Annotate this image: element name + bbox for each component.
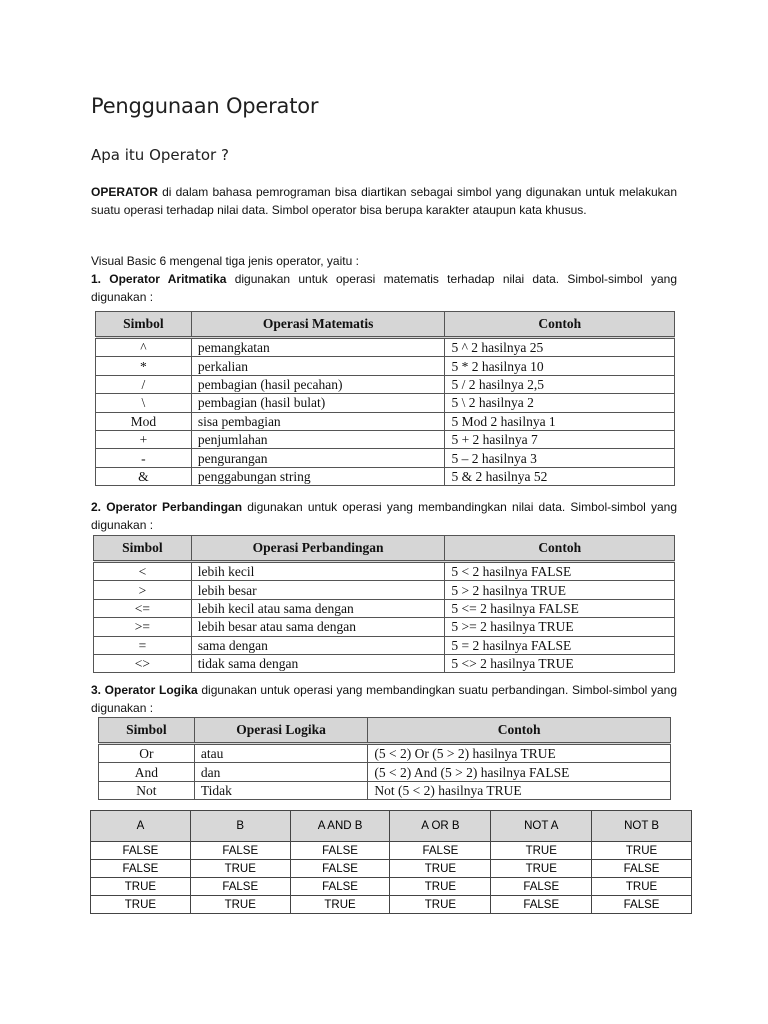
section1-text: digunakan untuk operasi matematis terhadap nilai data. Simbol-simbol yang digunakan : <box>91 272 677 304</box>
example-cell: 5 Mod 2 hasilnya 1 <box>445 412 675 430</box>
header-cell: A OR B <box>390 811 491 842</box>
operation-cell: dan <box>194 763 368 781</box>
table-row <box>91 842 692 860</box>
example-cell: 5 >= 2 hasilnya TRUE <box>445 618 675 636</box>
table-row <box>94 599 675 617</box>
intro-paragraph <box>91 183 677 219</box>
truth-cell: FALSE <box>91 860 191 878</box>
table-row <box>96 412 675 430</box>
truth-cell: TRUE <box>190 896 290 914</box>
truth-cell: FALSE <box>592 896 692 914</box>
example-cell: 5 & 2 hasilnya 52 <box>445 467 675 485</box>
intro-text: di dalam bahasa pemrograman bisa diartikan sebagai simbol yang digunakan untuk melakukan suatu operasi terhadap nilai data. Simbol operator bisa berupa karakter ataupun kata khusus. <box>91 185 677 217</box>
example-cell: 5 < 2 hasilnya FALSE <box>445 562 675 581</box>
symbol-cell: <> <box>94 654 192 672</box>
header-cell: NOT B <box>592 811 692 842</box>
table-row <box>99 744 671 763</box>
arithmetic-table <box>95 311 675 486</box>
example-cell: 5 > 2 hasilnya TRUE <box>445 581 675 599</box>
header-cell: NOT A <box>491 811 592 842</box>
table-row <box>94 562 675 581</box>
truth-cell: TRUE <box>390 878 491 896</box>
table-row <box>96 430 675 448</box>
section2-text: digunakan untuk operasi yang membandingkan nilai data. Simbol-simbol yang digunakan : <box>91 500 677 532</box>
section2-lead: 2. Operator Perbandingan <box>91 500 243 514</box>
table-row <box>99 763 671 781</box>
operation-cell: penggabungan string <box>191 467 445 485</box>
symbol-cell: > <box>94 581 192 599</box>
symbol-cell: And <box>99 763 195 781</box>
header-cell: B <box>190 811 290 842</box>
truth-cell: FALSE <box>592 860 692 878</box>
symbol-cell: >= <box>94 618 192 636</box>
truth-cell: FALSE <box>290 842 390 860</box>
table-row <box>91 878 692 896</box>
vb-intro-text: Visual Basic 6 mengenal tiga jenis operator, yaitu : <box>91 254 359 268</box>
operation-cell: lebih kecil <box>191 562 445 581</box>
section1-lead: 1. Operator Aritmatika <box>91 272 227 286</box>
symbol-cell: < <box>94 562 192 581</box>
operation-cell: penjumlahan <box>191 430 445 448</box>
truth-cell: FALSE <box>190 842 290 860</box>
section2-paragraph <box>91 498 677 534</box>
example-cell: 5 <= 2 hasilnya FALSE <box>445 599 675 617</box>
operation-cell: pembagian (hasil pecahan) <box>191 375 445 393</box>
symbol-cell: + <box>96 430 192 448</box>
example-cell: (5 < 2) And (5 > 2) hasilnya FALSE <box>368 763 671 781</box>
truth-cell: FALSE <box>290 878 390 896</box>
table-row <box>96 394 675 412</box>
operation-cell: atau <box>194 744 368 763</box>
truth-cell: FALSE <box>491 896 592 914</box>
truth-cell: FALSE <box>91 842 191 860</box>
comparison-table <box>93 535 675 673</box>
table-header-row <box>91 811 692 842</box>
operation-cell: pengurangan <box>191 449 445 467</box>
truth-cell: TRUE <box>390 896 491 914</box>
operation-cell: lebih besar <box>191 581 445 599</box>
intro-bold-term: OPERATOR <box>91 185 158 199</box>
operation-cell: sama dengan <box>191 636 445 654</box>
symbol-cell: \ <box>96 394 192 412</box>
symbol-cell: Not <box>99 781 195 799</box>
symbol-cell: Mod <box>96 412 192 430</box>
table-row <box>94 618 675 636</box>
truth-cell: TRUE <box>592 878 692 896</box>
section3-paragraph <box>91 681 677 717</box>
table-row <box>96 338 675 357</box>
truth-cell: TRUE <box>390 860 491 878</box>
symbol-cell: & <box>96 467 192 485</box>
example-cell: 5 <> 2 hasilnya TRUE <box>445 654 675 672</box>
header-cell: Operasi Logika <box>194 718 368 744</box>
table-row <box>99 781 671 799</box>
truth-cell: TRUE <box>491 842 592 860</box>
truth-cell: FALSE <box>390 842 491 860</box>
section3-text: digunakan untuk operasi yang membandingkan suatu perbandingan. Simbol-simbol yang digunakan : <box>91 683 678 715</box>
symbol-cell: Or <box>99 744 195 763</box>
table-row <box>94 636 675 654</box>
truth-table <box>90 810 692 914</box>
truth-cell: TRUE <box>91 878 191 896</box>
header-cell: Contoh <box>368 718 671 744</box>
table-row <box>91 896 692 914</box>
operation-cell: sisa pembagian <box>191 412 445 430</box>
truth-cell: FALSE <box>491 878 592 896</box>
header-cell: A AND B <box>290 811 390 842</box>
example-cell: 5 + 2 hasilnya 7 <box>445 430 675 448</box>
symbol-cell: ^ <box>96 338 192 357</box>
symbol-cell: * <box>96 357 192 375</box>
example-cell: 5 * 2 hasilnya 10 <box>445 357 675 375</box>
operation-cell: perkalian <box>191 357 445 375</box>
table-row <box>96 467 675 485</box>
table-header-row <box>99 718 671 744</box>
section3-lead: 3. Operator Logika <box>91 683 198 697</box>
header-cell: Operasi Perbandingan <box>191 536 445 562</box>
example-cell: (5 < 2) Or (5 > 2) hasilnya TRUE <box>368 744 671 763</box>
header-cell: Simbol <box>94 536 192 562</box>
truth-cell: TRUE <box>290 896 390 914</box>
operation-cell: Tidak <box>194 781 368 799</box>
section-heading: Apa itu Operator ? <box>91 146 229 164</box>
table-row <box>96 357 675 375</box>
header-cell: Contoh <box>445 536 675 562</box>
symbol-cell: = <box>94 636 192 654</box>
example-cell: 5 – 2 hasilnya 3 <box>445 449 675 467</box>
symbol-cell: / <box>96 375 192 393</box>
truth-cell: TRUE <box>91 896 191 914</box>
page-title: Penggunaan Operator <box>91 94 319 118</box>
header-cell: Simbol <box>99 718 195 744</box>
truth-cell: TRUE <box>190 860 290 878</box>
symbol-cell: <= <box>94 599 192 617</box>
section1-paragraph <box>91 270 677 306</box>
operation-cell: lebih kecil atau sama dengan <box>191 599 445 617</box>
operation-cell: pemangkatan <box>191 338 445 357</box>
example-cell: Not (5 < 2) hasilnya TRUE <box>368 781 671 799</box>
header-cell: Contoh <box>445 312 675 338</box>
operation-cell: tidak sama dengan <box>191 654 445 672</box>
example-cell: 5 ^ 2 hasilnya 25 <box>445 338 675 357</box>
logic-table <box>98 717 671 800</box>
truth-cell: FALSE <box>190 878 290 896</box>
operation-cell: pembagian (hasil bulat) <box>191 394 445 412</box>
table-header-row <box>96 312 675 338</box>
example-cell: 5 \ 2 hasilnya 2 <box>445 394 675 412</box>
operation-cell: lebih besar atau sama dengan <box>191 618 445 636</box>
truth-cell: TRUE <box>592 842 692 860</box>
header-cell: A <box>91 811 191 842</box>
table-row <box>96 449 675 467</box>
example-cell: 5 = 2 hasilnya FALSE <box>445 636 675 654</box>
truth-cell: TRUE <box>491 860 592 878</box>
table-header-row <box>94 536 675 562</box>
example-cell: 5 / 2 hasilnya 2,5 <box>445 375 675 393</box>
table-row <box>96 375 675 393</box>
header-cell: Simbol <box>96 312 192 338</box>
header-cell: Operasi Matematis <box>191 312 445 338</box>
truth-cell: FALSE <box>290 860 390 878</box>
symbol-cell: - <box>96 449 192 467</box>
table-row <box>94 581 675 599</box>
table-row <box>91 860 692 878</box>
table-row <box>94 654 675 672</box>
